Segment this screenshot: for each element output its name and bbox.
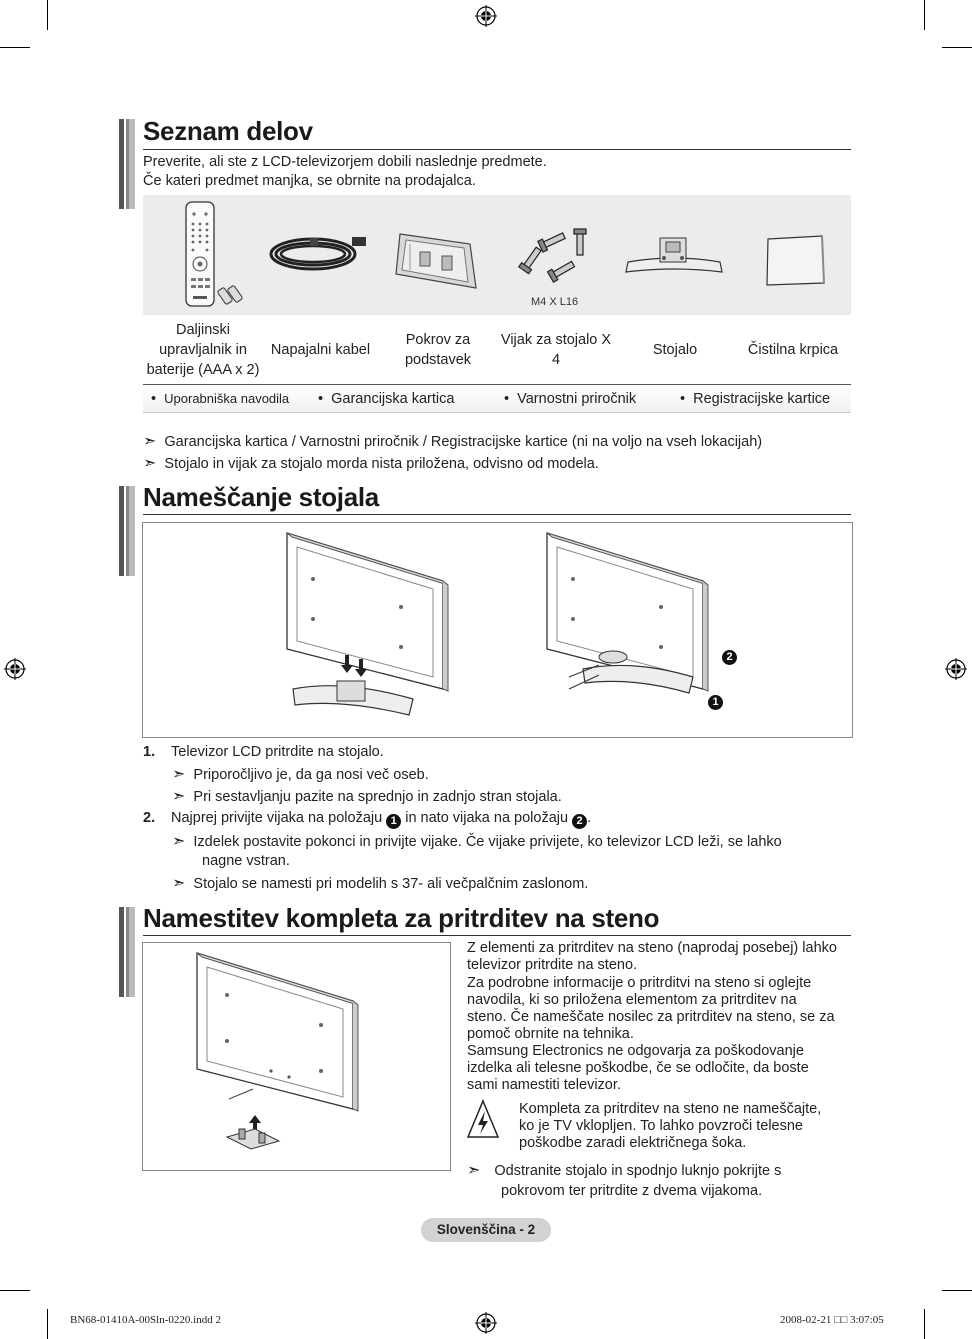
registration-mark-icon xyxy=(475,5,497,27)
step-2: 2. Najprej privijte vijaka na položaju 1 in nato vijaka na položaju 2 . xyxy=(143,810,592,827)
parts-intro-line2: Če kateri predmet manjka, se obrnite na prodajalca. xyxy=(143,173,476,189)
registration-mark-icon xyxy=(945,658,967,680)
crop-mark xyxy=(924,1309,925,1339)
note-arrow-icon: ➣ xyxy=(172,875,186,892)
print-date: 2008-02-21 □□ 3:07:05 xyxy=(780,1314,884,1326)
wall-text-line: pomoč obrnite na tehnika. xyxy=(467,1026,634,1042)
wall-note-cont: pokrovom ter pritrdite z dvema vijakoma. xyxy=(501,1183,763,1199)
wall-mount-illustration xyxy=(193,949,443,1164)
step-2-note-cont: nagne vstran. xyxy=(202,853,290,869)
cleaning-cloth-icon xyxy=(764,233,828,289)
section-bar xyxy=(119,119,135,209)
crop-mark xyxy=(0,47,30,48)
title-rule xyxy=(143,149,851,150)
wall-title: Namestitev kompleta za pritrditev na steno xyxy=(143,903,660,933)
step-1-note: ➣ Priporočljivo je, da ga nosi več oseb. xyxy=(172,766,429,783)
doc-item: • Uporabniška navodila xyxy=(151,391,290,407)
divider xyxy=(143,412,851,413)
electric-warning-icon xyxy=(466,1099,500,1141)
section-bar xyxy=(119,486,135,576)
warning-line: Kompleta za pritrditev na steno ne nameščajte, xyxy=(519,1101,822,1117)
registration-mark-icon xyxy=(4,658,26,680)
doc-item: • Registracijske kartice xyxy=(680,391,831,407)
file-name: BN68-01410A-00Sln-0220.indd 2 xyxy=(70,1314,221,1326)
stand-icon xyxy=(622,232,726,280)
screws-icon xyxy=(518,225,598,297)
step-2-note: ➣ Izdelek postavite pokonci in privijte vijake. Če vijake privijete, ko televizor LCD leži, se lahko xyxy=(172,833,782,850)
caption-cloth: Čistilna krpica xyxy=(747,342,839,358)
crop-mark xyxy=(47,1309,48,1339)
registration-mark-icon xyxy=(475,1312,497,1334)
position-marker-1-inline: 1 xyxy=(386,814,401,829)
wall-text-line: izdelka ali telesne poškodbe, če se odločite, da boste xyxy=(467,1060,809,1076)
page-number-badge: Slovenščina - 2 xyxy=(421,1218,551,1242)
crop-mark xyxy=(942,1290,972,1291)
wall-mount-illustration-box xyxy=(142,942,451,1171)
step-2-note: ➣ Stojalo se namesti pri modelih s 37- ali večpalčnim zaslonom. xyxy=(172,875,589,892)
remote-control-icon xyxy=(180,200,250,310)
wall-text-line: navodila, ki so priložena elementom za pritrditev na xyxy=(467,992,797,1008)
note-arrow-icon: ➣ xyxy=(172,766,186,783)
stand-cover-icon xyxy=(390,228,482,294)
warning-line: poškodbe zaradi električnega šoka. xyxy=(519,1135,747,1151)
caption-power-cable: Napajalni kabel xyxy=(270,342,371,358)
title-rule xyxy=(143,935,851,936)
tv-stand-illustration-2 xyxy=(543,529,843,729)
step-1-note: ➣ Pri sestavljanju pazite na sprednjo in zadnjo stran stojala. xyxy=(172,788,562,805)
documents-row xyxy=(143,384,851,413)
doc-item: • Varnostni priročnik xyxy=(504,391,637,407)
caption-remote: Daljinski upravljalnik in baterije (AAA x 2) xyxy=(146,322,260,378)
screw-size-label: M4 X L16 xyxy=(531,296,579,308)
power-cable-icon xyxy=(268,232,373,277)
parts-title: Seznam delov xyxy=(143,116,313,146)
note-arrow-icon: ➣ xyxy=(467,1162,481,1179)
position-marker-2: 2 xyxy=(722,645,737,665)
caption-screws: Vijak za stojalo X 4 xyxy=(500,332,612,368)
note-arrow-icon: ➣ xyxy=(172,788,186,805)
doc-item: • Garancijska kartica xyxy=(318,391,455,407)
crop-mark xyxy=(47,0,48,30)
caption-stand: Stojalo xyxy=(652,342,698,358)
wall-text-line: Samsung Electronics ne odgovarja za poškodovanje xyxy=(467,1043,804,1059)
note-arrow-icon: ➣ xyxy=(172,833,186,850)
parts-intro-line1: Preverite, ali ste z LCD-televizorjem dobili naslednje predmete. xyxy=(143,154,547,170)
title-rule xyxy=(143,514,851,515)
warning-line: ko je TV vklopljen. To lahko povzroči telesne xyxy=(519,1118,803,1134)
note-arrow-icon: ➣ xyxy=(143,455,157,472)
note-line: ➣ Garancijska kartica / Varnostni priročnik / Registracijske kartice (ni na voljo na vseh lokacijah) xyxy=(143,433,763,450)
wall-text-line: steno. Če nameščate nosilec za pritrditev na steno, se za xyxy=(467,1009,835,1025)
wall-note: ➣ Odstranite stojalo in spodnjo luknjo pokrijte s xyxy=(467,1162,782,1179)
section-bar xyxy=(119,907,135,997)
wall-text-line: Z elementi za pritrditev na steno (naprodaj posebej) lahko xyxy=(467,940,837,956)
wall-text-line: televizor pritrdite na steno. xyxy=(467,957,638,973)
wall-text-line: sami namestiti televizor. xyxy=(467,1077,621,1093)
wall-text-line: Za podrobne informacije o pritrditvi na steno si oglejte xyxy=(467,975,812,991)
crop-mark xyxy=(0,1290,30,1291)
stand-illustration-box xyxy=(142,522,853,738)
note-arrow-icon: ➣ xyxy=(143,433,157,450)
caption-stand-cover: Pokrov za podstavek xyxy=(404,332,472,368)
crop-mark xyxy=(942,47,972,48)
position-marker-2-inline: 2 xyxy=(572,814,587,829)
crop-mark xyxy=(924,0,925,30)
note-line: ➣ Stojalo in vijak za stojalo morda nista priložena, odvisno od modela. xyxy=(143,455,599,472)
stand-title: Nameščanje stojala xyxy=(143,482,379,512)
position-marker-1: 1 xyxy=(708,690,723,710)
step-1: 1. Televizor LCD pritrdite na stojalo. xyxy=(143,744,384,760)
